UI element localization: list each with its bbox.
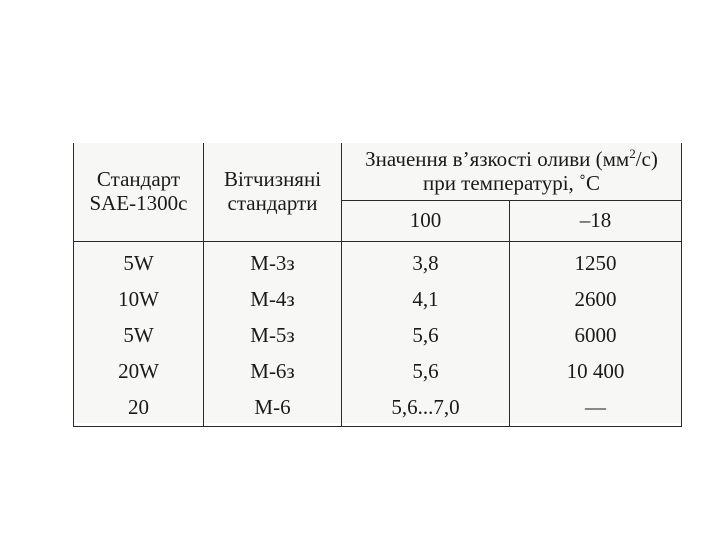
oil-viscosity-table [73,143,682,427]
cell-viscosity-100: 5,6 [342,354,510,390]
cell-sae: 20W [74,354,204,390]
table-row [74,318,682,354]
table-row [74,390,682,427]
cell-viscosity-minus18: 2600 [510,282,682,318]
header-viscosity-line1-post: /с) [635,146,658,171]
cell-sae: 5W [74,318,204,354]
cell-viscosity-minus18: 1250 [510,242,682,283]
cell-sae: 20 [74,390,204,427]
cell-viscosity-100: 5,6 [342,318,510,354]
header-viscosity-superscript: 2 [629,145,636,161]
cell-viscosity-100: 4,1 [342,282,510,318]
cell-domestic: М-6з [204,354,342,390]
cell-viscosity-minus18: 6000 [510,318,682,354]
cell-viscosity-100: 5,6...7,0 [342,390,510,427]
cell-viscosity-minus18: 10 400 [510,354,682,390]
header-viscosity [342,143,682,201]
cell-domestic: М-4з [204,282,342,318]
header-viscosity-line2: при температурі, ˚С [422,170,601,195]
cell-domestic: М-5з [204,318,342,354]
table-row [74,282,682,318]
cell-sae: 10W [74,282,204,318]
cell-viscosity-minus18: — [510,390,682,427]
cell-domestic: М-6 [204,390,342,427]
header-viscosity-line1-pre: Значення в’язкості оливи (мм [365,146,630,171]
cell-domestic: М-3з [204,242,342,283]
cell-sae: 5W [74,242,204,283]
table-row [74,242,682,283]
header-sae-standard: Стандарт SAE-1300с [74,143,204,242]
header-temp-minus18: –18 [510,201,682,242]
table-row [74,354,682,390]
header-domestic-standards: Вітчизняні стандарти [204,143,342,242]
cell-viscosity-100: 3,8 [342,242,510,283]
header-temp-100: 100 [342,201,510,242]
